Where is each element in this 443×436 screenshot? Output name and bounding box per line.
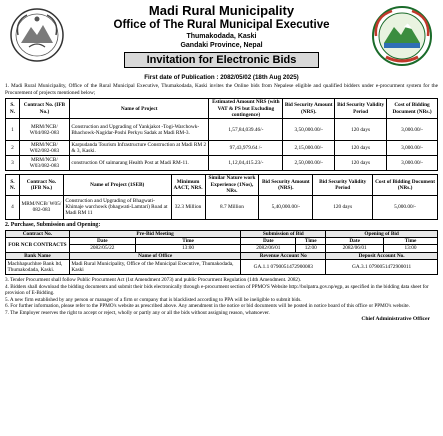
- list-item: 6. For further information, please refer to the PPMO's website as prescribed above. Any amendment in the notice or bid documents will be posted in notice board of this office or PPMO's website.: [5, 303, 410, 310]
- table-row: 2 MRM/NCB/ W02/082-083 Karpudanda Tourism Infrastructure Construction at Madi RM 2 & 3, Kaski. 97,43,979.64 /- 2,15,000.00/- 120 days 3,000.00/-: [6, 141, 438, 156]
- table-header-row: Bank Name Name of Office Revenue Account No Deposit Account No.: [6, 252, 438, 259]
- header-project-name: Name of Project: [69, 99, 209, 119]
- section-purchase-heading: 2. Purchase, Submission and Opening:: [5, 221, 101, 228]
- list-item: 4. Bidders shall download the bidding documents and submit their bids electronically through e-procurment section of PPMO'S Website http://bolpatra.gov.np/egp, as specified in the bidding data sheet for provision of E-Bidding.: [5, 283, 429, 297]
- table-row: 2082/05/22 13:00 2082/06/01 12:00 2082/06/01 13:00: [6, 245, 438, 252]
- table-header-row: S. N. Contract No. (IFB No.) Name of Project (1SEB) Minimum AACT, NRS. Similar Nature work Experience (1Nos), NRs. Bid Security Amount (NRS). Bid Security Validity Period Cost of Bidding Document (NRs.): [6, 175, 438, 195]
- notice-banner: Invitation for Electronic Bids: [124, 52, 320, 68]
- municipality-name: Madi Rural Municipality: [148, 3, 295, 18]
- address-line-2: Gandaki Province, Nepal: [180, 42, 263, 49]
- header-validity: Bid Security Validity Period: [335, 99, 387, 119]
- table-row: Machhapuchhre Bank ltd, Thumakodada, Kaski. Madi Rural Municipality, Office of the Municipal Executive, Thumakodada, Kaski GA.1.1 0790051472900083 GA.3.1 0790051472900011: [6, 260, 438, 275]
- header-contract-no: Contract No. (IFB No.): [19, 99, 69, 119]
- table-row: 1 MRM/NCB/ W04/082-083 Construction and Upgrading of Yankjakot -Togi-Warchowk-Bhachowk-Nagidar-Poshi Perkyu Sadak at Madi RM-3. 1,57,84,039.46/- 3,50,000.00/- 120 days 3,000.00/-: [6, 119, 438, 141]
- header-estimated-amount: Estimated Amount NRS (with VAT & PS but Excluding contingence): [209, 99, 283, 119]
- header-sn: S. N.: [6, 99, 20, 119]
- address-line-1: Thumakodada, Kaski: [186, 33, 257, 40]
- table-row: 3 MRM/NCB/ W03/082-083 construction Of saimarang Health Post at Madi RM-11. 1,12,04,415.23/- 2,50,000.00/- 120 days 3,000.00/-: [6, 156, 438, 171]
- table-header-row: Contract No. Pre-Bid Meeting Submission of Bid Opening of Bid: [6, 230, 438, 237]
- publication-date: First date of Publication : 2082/05/02 (18th Aug 2025): [144, 74, 299, 81]
- table-row: FOR NCB CONTRACTS Date Time Date Time Date Time: [6, 238, 438, 245]
- header-doc-cost: Cost of Bidding Document (NRs.): [387, 99, 438, 119]
- notice-header: [5, 3, 438, 73]
- intro-paragraph: 1. Madi Rural Municipality, Office of the Rural Municipal Executive, Thumakodada, Kaski invites the Online bids from Nepalese eligible and qualified bidders under e-procurment system for the Procurement of projects mentioned below;: [5, 83, 438, 96]
- nepal-emblem-icon: [9, 7, 65, 63]
- list-item: 7. The Employer reserves the right to accept or reject, wholly or partly any or all the bids without assigning reason, whatsoever.: [5, 309, 270, 316]
- list-item: 3. Tender Procurment shall follow Public Procurment Act (1st Amendment 2073) and public Procurment Regulation (14th Amendment. 2082).: [5, 277, 302, 284]
- notes-list: [5, 277, 438, 316]
- list-item: 5. A new firm established by any person or manager of a firm or company that is blacklisted according to PPA will be ineligible to submit bids.: [5, 296, 302, 303]
- schedule-table: [5, 230, 438, 276]
- signature-title: Chief Administrative Officer: [361, 316, 430, 323]
- projects-table: [5, 98, 438, 171]
- office-name: Office of The Rural Municipal Executive: [113, 19, 330, 31]
- projects-table-seb: [5, 174, 438, 219]
- table-row: 4 MRM/NCB/ W05/ 082-083 Construction and Upgrading of Bhagwati-Khimaje warchowk (bhagwati-Lamtari) Road at Madi RM 11 32.3 Million 8.7 Million 5,40,000.00/- 120 days 5,000.00/-: [6, 195, 438, 219]
- notice-page: [0, 3, 443, 436]
- municipality-logo-icon: [370, 5, 434, 67]
- table-header-row: [6, 99, 438, 119]
- header-bid-security: Bid Security Amount (NRS).: [283, 99, 335, 119]
